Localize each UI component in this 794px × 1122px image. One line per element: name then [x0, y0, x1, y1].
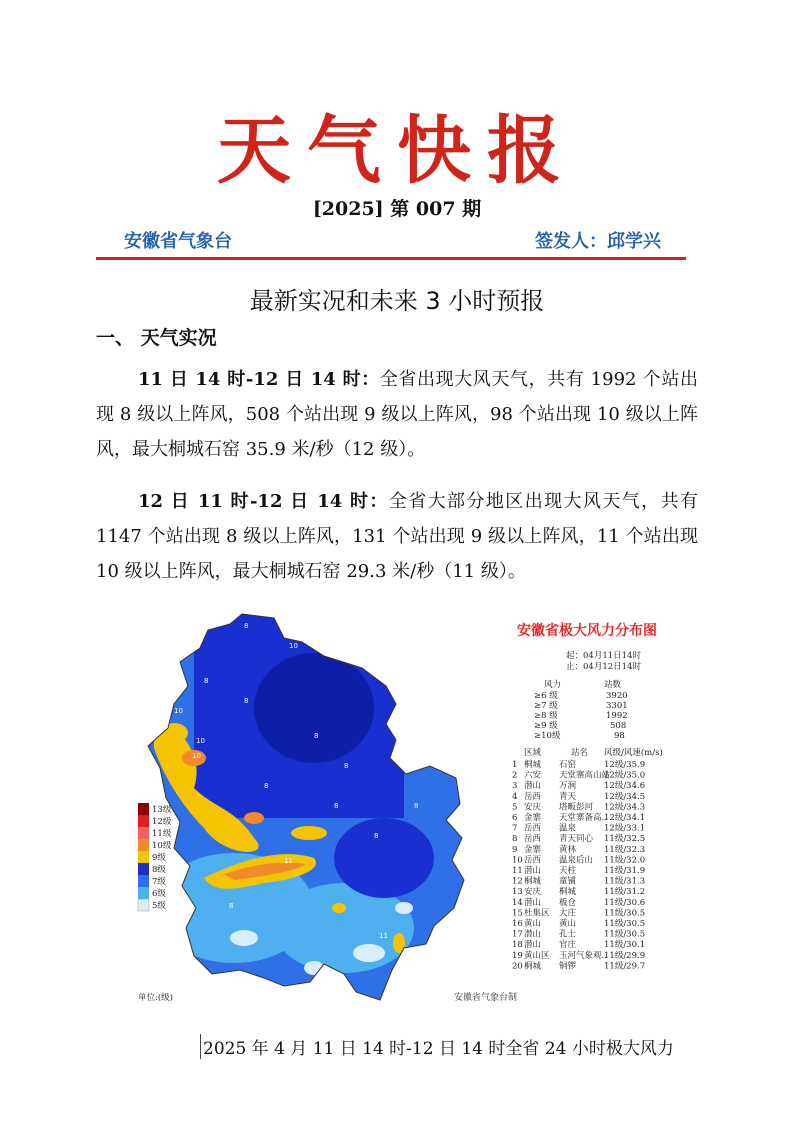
row-index: 16: [512, 919, 523, 929]
row-wind: 11级/30.6: [604, 897, 646, 908]
figure-footer: 安徽省气象台制: [454, 993, 518, 1003]
row-wind: 12级/35.0: [604, 770, 646, 781]
map-fill: [134, 608, 474, 1010]
svg-text:8: 8: [244, 697, 249, 705]
row-index: 15: [512, 908, 523, 919]
svg-text:8: 8: [414, 802, 419, 810]
row-wind: 11级/31.2: [604, 887, 646, 898]
stats-header: 站数: [604, 680, 622, 690]
row-wind: 11级/30.5: [604, 908, 646, 919]
row-area: 黄山: [524, 919, 542, 929]
row-wind: 12级/34.3: [604, 802, 646, 813]
header-divider: [96, 257, 686, 260]
svg-text:8: 8: [204, 677, 209, 685]
svg-text:10: 10: [174, 707, 183, 715]
row-wind: 12级/33.1: [604, 823, 646, 834]
paragraph-3h: [96, 484, 698, 589]
row-area: 岳西: [524, 855, 542, 866]
figure-caption: 2025 年 4 月 11 日 14 时-12 日 14 时全省 24 小时极大风力: [200, 1034, 674, 1059]
row-station: 童铺: [559, 876, 577, 887]
report-title: 最新实况和未来 3 小时预报: [249, 287, 545, 315]
stats-table: [534, 679, 628, 741]
row-wind: 12级/35.9: [604, 760, 646, 770]
row-index: 4: [512, 791, 518, 802]
legend-swatch: [138, 803, 149, 815]
row-index: 10: [512, 855, 523, 866]
stats-count: 508: [610, 721, 627, 731]
stats-count: 1992: [606, 711, 628, 721]
paragraph-lead: 11 日 14 时-12 日 14 时：: [138, 369, 380, 390]
row-index: 13: [512, 887, 523, 898]
svg-text:10: 10: [196, 737, 205, 745]
svg-text:8: 8: [374, 832, 379, 840]
row-station: 天堂寨备高..: [559, 813, 607, 823]
row-wind: 11级/29.9: [604, 950, 646, 961]
svg-text:8: 8: [344, 762, 349, 770]
svg-text:8: 8: [334, 802, 339, 810]
row-station: 塔畈彭河: [559, 802, 594, 813]
row-index: 20: [512, 961, 523, 972]
legend-swatch: [138, 815, 149, 827]
row-station: 黄林: [559, 844, 577, 855]
row-station: 万涧: [559, 781, 577, 792]
row-wind: 11级/32.5: [604, 834, 646, 845]
stats-count: 3301: [606, 701, 628, 711]
paragraph-lead: 12 日 11 时-12 日 14 时：: [138, 491, 389, 512]
row-index: 14: [512, 897, 523, 908]
svg-text:8: 8: [244, 622, 249, 630]
svg-text:8: 8: [314, 732, 319, 740]
legend-swatch: [138, 899, 149, 911]
period-end: 止：04月12日14时: [566, 662, 641, 672]
row-index: 7: [512, 823, 518, 834]
row-station: 玉河气象观..: [559, 950, 607, 961]
svg-text:11: 11: [379, 932, 388, 940]
stats-level: ≥7 级: [534, 701, 558, 711]
svg-text:10: 10: [289, 642, 298, 650]
row-area: 黄山区: [524, 950, 550, 961]
stats-count: 3920: [606, 691, 628, 701]
stats-level: ≥6 级: [534, 691, 558, 701]
signer: 签发人：邱学兴: [535, 231, 661, 252]
row-index: 17: [512, 929, 523, 940]
table-header: 风级/风速(m/s): [604, 748, 663, 758]
stats-level: ≥9 级: [534, 721, 558, 731]
table-header: 站名: [571, 748, 589, 758]
row-station: 桐城: [559, 887, 577, 898]
row-area: 桐城: [524, 876, 542, 887]
legend-label: 13级: [152, 805, 172, 815]
wind-legend: [138, 803, 173, 1003]
row-index: 1: [512, 760, 518, 770]
row-index: 11: [512, 866, 523, 876]
paragraph-text: 全省出现大风天气，共有 1992 个站出现 8 级以上阵风，508 个站出现 9 级以上阵风，98 个站出现 10 级以上阵风，最大桐城石窑 35.9 米/秒（12 级）。: [96, 369, 698, 460]
legend-label: 9级: [152, 853, 166, 863]
svg-text:8: 8: [264, 782, 269, 790]
svg-text:10: 10: [192, 752, 201, 760]
row-area: 岳西: [524, 791, 542, 802]
row-area: 安庆: [524, 887, 542, 898]
issue-number: [2025] 第 007 期: [312, 198, 482, 220]
row-area: 潜山: [524, 866, 542, 876]
row-area: 潜山: [524, 940, 542, 951]
row-station: 大庄: [559, 908, 577, 919]
legend-label: 12级: [152, 817, 172, 827]
stats-count: 98: [614, 731, 625, 741]
legend-swatch: [138, 827, 149, 839]
row-wind: 12级/34.1: [604, 813, 646, 823]
masthead-title: 天气快报: [217, 108, 577, 194]
row-wind: 11级/30.1: [604, 940, 646, 951]
row-wind: 11级/30.5: [604, 919, 646, 929]
row-area: 潜山: [524, 897, 542, 908]
legend-swatch: [138, 839, 149, 851]
row-index: 2: [512, 770, 518, 781]
row-wind: 11级/32.3: [604, 844, 646, 855]
row-station: 天柱: [559, 866, 577, 876]
legend-swatch: [138, 875, 149, 887]
paragraph-text: 全省大部分地区出现大风天气，共有 1147 个站出现 8 级以上阵风，131 个站出现 9 级以上阵风，11 个站出现 10 级以上阵风，最大桐城石窑 29.3 米/秒（11 级）。: [96, 491, 699, 582]
stats-level: ≥10级: [534, 731, 561, 741]
row-wind: 12级/34.6: [604, 781, 646, 792]
svg-text:8: 8: [229, 902, 234, 910]
period-start: 起：04月11日14时: [566, 651, 641, 661]
row-area: 桐城: [524, 961, 542, 972]
svg-text:11: 11: [284, 857, 293, 865]
row-station: 铜锣: [559, 961, 577, 972]
row-station: 青天同心: [559, 834, 594, 845]
legend-label: 8级: [152, 865, 166, 875]
row-index: 9: [512, 844, 518, 855]
wind-distribution-map: [134, 608, 682, 1010]
row-station: 青天: [559, 791, 577, 802]
legend-swatch: [138, 887, 149, 899]
legend-swatch: [138, 851, 149, 863]
legend-swatch: [138, 863, 149, 875]
legend-label: 10级: [152, 841, 172, 851]
issuing-agency: 安徽省气象台: [124, 231, 232, 252]
legend-label: 6级: [152, 889, 166, 899]
row-index: 8: [512, 834, 518, 845]
row-station: 官庄: [559, 940, 577, 951]
legend-label: 7级: [152, 877, 166, 887]
row-index: 19: [512, 950, 523, 961]
figure-title: 安徽省极大风力分布图: [517, 623, 657, 639]
row-wind: 11级/31.3: [604, 876, 646, 887]
stats-level: ≥8 级: [534, 711, 558, 721]
legend-label: 11级: [152, 829, 172, 839]
row-index: 12: [512, 876, 523, 887]
row-station: 孔士: [559, 929, 577, 940]
row-area: 六安: [524, 770, 542, 781]
row-area: 岳西: [524, 834, 542, 845]
row-area: 潜山: [524, 929, 542, 940]
row-index: 6: [512, 813, 518, 823]
paragraph-24h: [96, 362, 698, 467]
row-index: 3: [512, 781, 518, 792]
legend-unit: 单位:(级): [138, 993, 173, 1003]
row-area: 金寨: [524, 844, 542, 855]
row-wind: 11级/30.5: [604, 929, 646, 940]
row-index: 5: [512, 802, 518, 813]
row-station: 黄山: [559, 919, 577, 929]
row-area: 安庆: [524, 802, 542, 813]
row-area: 金寨: [524, 813, 542, 823]
row-station: 温泉: [559, 823, 577, 834]
row-wind: 11级/29.7: [604, 961, 646, 972]
row-area: 潜山: [524, 781, 542, 792]
row-area: 岳西: [524, 823, 542, 834]
legend-label: 5级: [152, 901, 166, 911]
row-wind: 11级/31.9: [604, 866, 646, 876]
row-station: 石窑: [559, 760, 577, 770]
section-heading: 一、 天气实况: [96, 327, 217, 349]
row-station: 温泉后山: [559, 855, 594, 866]
row-station: 天堂寨高山站: [559, 770, 611, 781]
row-wind: 12级/34.5: [604, 791, 646, 802]
row-station: 板仓: [559, 897, 577, 908]
row-area: 桐城: [524, 760, 542, 770]
top-stations-table: [512, 747, 663, 971]
stats-header: 风力: [544, 680, 562, 690]
table-header: 区域: [524, 748, 542, 758]
row-area: 杜集区: [524, 908, 550, 919]
row-index: 18: [512, 940, 523, 951]
row-wind: 11级/32.0: [604, 855, 646, 866]
